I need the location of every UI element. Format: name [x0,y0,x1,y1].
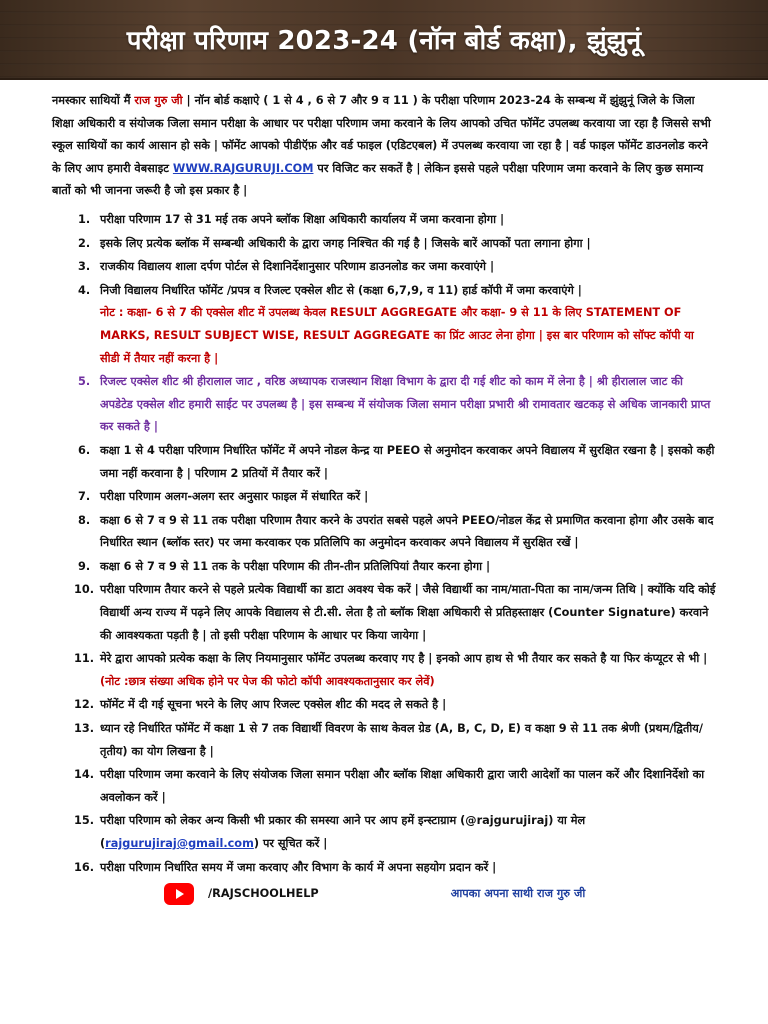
list-item [52,371,716,439]
item-text: परीक्षा परिणाम जमा करवाने के लिए संयोजक जिला समान परीक्षा और ब्लॉक शिक्षा अधिकारी द्वारा जारी आदेशों का पालन करें और दिशानिर्देशो का अवलोकन करें | [100,768,705,804]
item-text: निजी विद्यालय निर्धारित फॉमेंट /प्रपत्र व रिजल्ट एक्सेल शीट से (कक्षा 6,7,9, व 11) हार्ड कॉपी में जमा करवाएंगे | [100,283,582,297]
item-number: 9. [78,559,91,573]
page-title: परीक्षा परिणाम 2023-24 (नॉन बोर्ड कक्षा), झुंझुनूं [126,26,642,56]
instructions-list [52,209,716,879]
document-body [0,80,768,906]
item-number: 16. [74,860,95,874]
item-note: नोट : कक्षा- 6 से 7 की एक्सेल शीट में उपलब्ध केवल RESULT AGGREGATE और कक्षा- 9 से 11 के लिए STATEMENT OF MARKS, RESULT SUBJECT WISE, RESULT AGGREGATE का प्रिंट आउट लेना होगा | इस बार परिणाम को सॉफ्ट कॉपी या सीडी में तैयार नहीं करना है | [100,306,694,365]
youtube-icon[interactable] [164,883,194,905]
item-number: 5. [78,375,91,389]
item-number: 3. [78,260,91,274]
item-number: 7. [78,490,91,504]
item-text-after: ) पर सूचित करें | [253,837,328,850]
item-number: 4. [78,283,91,297]
title-banner [0,0,768,80]
item-note: (नोट :छात्र संख्या अधिक होने पर पेज की फोटो कॉपी आवश्यकतानुसार कर लेवें) [100,674,435,688]
item-number: 11. [74,652,95,666]
item-text: परीक्षा परिणाम निर्धारित समय में जमा करवाए और विभाग के कार्य में अपना सहयोग प्रदान करें | [100,860,497,874]
item-number: 12. [74,698,95,712]
item-text: परीक्षा परिणाम को लेकर अन्य किसी भी प्रकार की समस्या आने पर आप हमें इन्स्टाग्राम (@rajgurujiraj) या मेल ( [100,814,586,850]
signature: आपका अपना साथी राज गुरु जी [450,887,586,901]
item-text: कक्षा 6 से 7 व 9 से 11 तक के परीक्षा परिणाम की तीन-तीन प्रतिलिपियां तैयार करना होगा | [100,559,491,573]
email-link[interactable]: rajgurujiraj@gmail.com [105,837,254,850]
youtube-handle[interactable]: /RAJSCHOOLHELP [208,887,319,901]
intro-text-2: | नॉन बोर्ड कक्षाऐ ( 1 से 4 , 6 से 7 और 9 व 11 ) के परीक्षा परिणाम 2023-24 के सम्बन्ध में झुंझुनूं जिले के जिला शिक्षा अधिकारी व संयोजक जिला समान परीक्षा के आधार पर परीक्षा परिणाम जमा करवाने के लिय आपको उचित फॉमेंट उपलब्ध करवाया जा रहा है जिससे सभी स्कूल साथियों का कार्य आसान हो सके | फॉमेंट आपको पीडीऍफ़ और वर्ड फाइल (एडिटएबल) में उपलब्ध करवाया जा रहा है | वर्ड फाइल फॉमेंट डाउनलोड करने के लिए आप हमारी वेबसाइट [52,94,711,175]
intro-paragraph [52,90,716,203]
list-item [52,256,716,279]
item-text: ध्यान रहे निर्धारित फॉमेंट में कक्षा 1 से 7 तक विद्यार्थी विवरण के साथ केवल ग्रेड (A, B, C, D, E) व कक्षा 9 से 11 तक श्रेणी (प्रथम/द्वितीय/तृतीय) का योग लिखना है | [100,722,703,758]
item-text: मेरे द्वारा आपको प्रत्येक कक्षा के लिए नियमानुसार फॉमेंट उपलब्ध करवाए गए है | इनको आप हाथ से भी तैयार कर सकते है या फिर कंप्यूटर से भी | [100,652,708,666]
author-name: राज गुरु जी [134,94,183,107]
list-item [52,810,716,855]
list-item [52,648,716,693]
list-item [52,280,716,370]
item-number: 2. [78,236,91,250]
item-number: 6. [78,443,91,457]
item-text: राजकीय विद्यालय शाला दर्पण पोर्टल से दिशानिर्देशानुसार परिणाम डाउनलोड कर जमा करवाएंगे | [100,260,495,274]
list-item [52,510,716,555]
item-text: परीक्षा परिणाम तैयार करने से पहले प्रत्येक विद्यार्थी का डाटा अवश्य चेक करें | जैसे विद्यार्थी का नाम/माता-पिता का नाम/जन्म तिथि | क्योंकि यदि कोई विद्यार्थी अन्य राज्य में पढ़ने लिए आपके विद्यालय से टी.सी. लेता है तो ब्लॉक शिक्षा अधिकारी से प्रतिहस्ताक्षर (Counter Signature) करवाने की आवश्यकता पड़ती है | तो इसी परीक्षा परिणाम के आधार पर किया जायेगा | [100,583,716,642]
item-text: कक्षा 6 से 7 व 9 से 11 तक परीक्षा परिणाम तैयार करने के उपरांत सबसे पहले अपने PEEO/नोडल केंद्र से प्रमाणित करवाना होगा और उसके बाद निर्धारित स्थान (ब्लॉक स्तर) पर जमा करवाकर एक प्रतिलिपि का अनुमोदन करवाकर अपने विद्यालय में सुरक्षित रखें | [100,513,714,550]
website-link[interactable]: WWW.RAJGURUJI.COM [172,161,314,175]
list-item [52,486,716,509]
item-number: 10. [74,583,95,597]
item-text: कक्षा 1 से 4 परीक्षा परिणाम निर्धारित फॉमेंट में अपने नोडल केन्द्र या PEEO से अनुमोदन करवाकर अपने विद्यालय में सुरक्षित रखना है | इसको कही जमा नहीं करवाना है | परिणाम 2 प्रतियों में तैयार करें | [100,443,715,480]
item-number: 14. [74,768,95,782]
item-text: फॉमेंट में दी गई सूचना भरने के लिए आप रिजल्ट एक्सेल शीट की मदद ले सकते है | [100,698,447,712]
list-item [52,233,716,256]
list-item [52,556,716,579]
intro-text-1: नमस्कार साथियों मैं [52,94,135,107]
list-item [52,440,716,485]
list-item [52,764,716,809]
list-item [52,718,716,763]
item-number: 15. [74,814,95,828]
list-item [52,694,716,717]
intro-text-3: पर विजिट कर सकतें है | लेकिन इससे पहले परीक्षा परिणाम जमा करवाने के लिए कुछ समान्य बातों को भी जानना जरूरी है जो इस प्रकार है | [52,161,704,198]
item-text: परीक्षा परिणाम 17 से 31 मई तक अपने ब्लॉक शिक्षा अधिकारी कार्यालय में जमा करवाना होगा | [100,212,505,226]
footer [52,883,716,906]
item-text: इसके लिए प्रत्येक ब्लॉक में सम्बन्धी अधिकारी के द्वारा जगह निश्चित की गई है | जिसके बारें आपकों पता लगाना होगा | [100,236,591,250]
item-number: 13. [74,722,95,736]
item-number: 8. [78,513,91,527]
item-number: 1. [78,212,91,226]
list-item [52,857,716,880]
list-item [52,209,716,232]
item-text: रिजल्ट एक्सेल शीट श्री हीरालाल जाट , वरिष्ठ अध्यापक राजस्थान शिक्षा विभाग के द्वारा दी गई शीट को काम में लेना है | श्री हीरालाल जाट की अपडेटेड एक्सेल शीट हमारी साईट पर उपलब्ध है | इस सम्बन्ध में संयोजक जिला समान परीक्षा प्रभारी श्री रामावतार खटकड़ से अधिक जानकारी प्राप्त कर सकते है | [100,375,711,434]
list-item [52,579,716,647]
item-text: परीक्षा परिणाम अलग-अलग स्तर अनुसार फाइल में संधारित करें | [100,490,369,504]
